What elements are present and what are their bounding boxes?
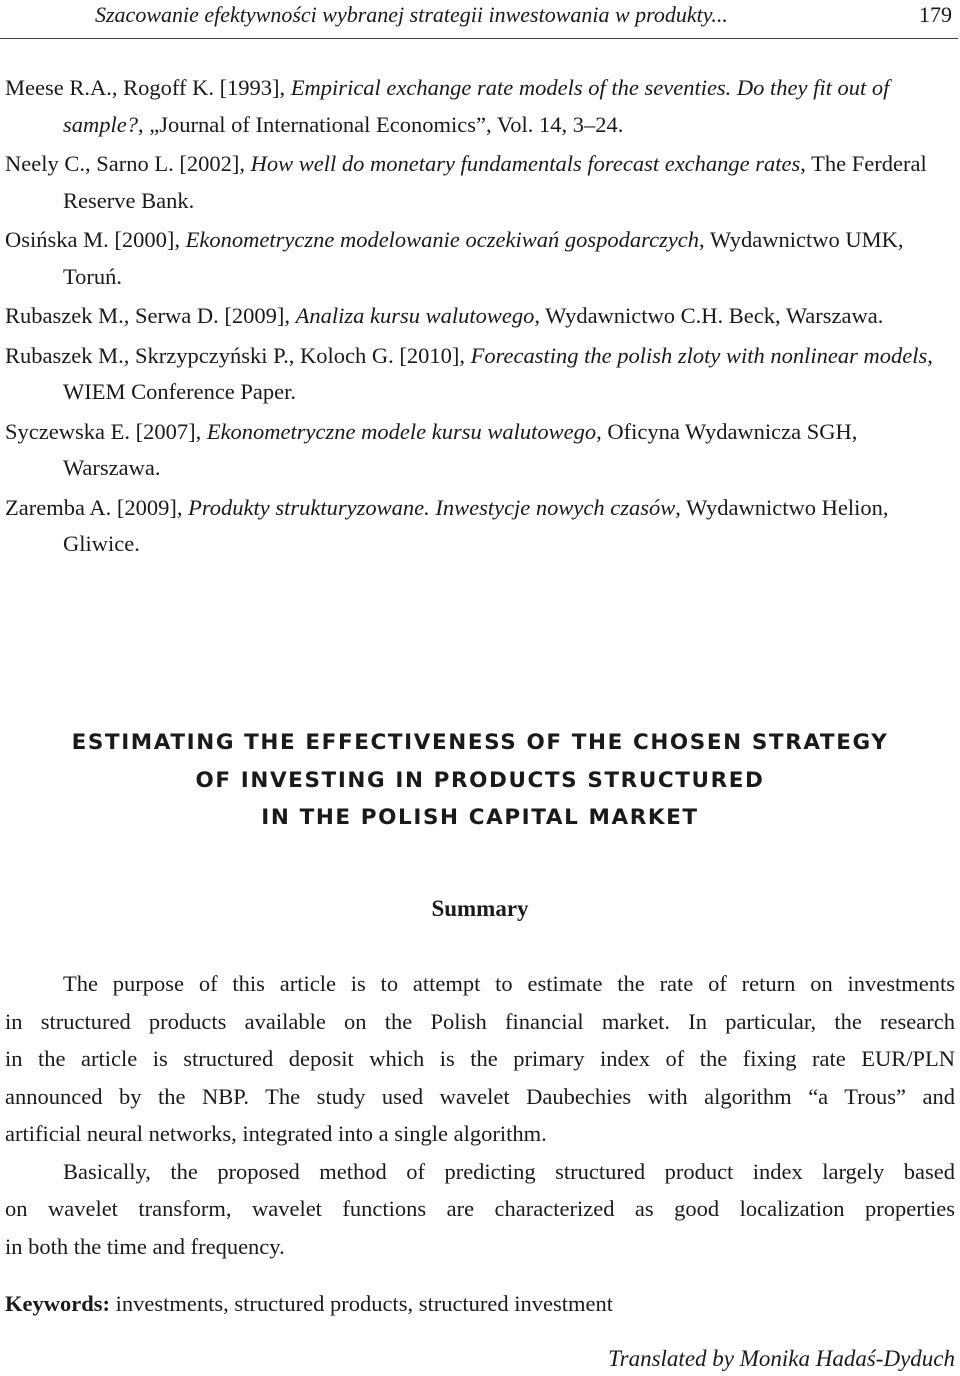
reference-authors: Osińska M. [2000], xyxy=(5,227,186,252)
reference-authors: Syczewska E. [2007], xyxy=(5,418,207,444)
reference-item xyxy=(5,338,957,411)
running-title: Szacowanie efektywności wybranej strategii inwestowania w produkty... xyxy=(95,2,728,27)
reference-list xyxy=(5,70,957,566)
article-title-line: IN THE POLISH CAPITAL MARKET xyxy=(261,805,699,830)
keywords xyxy=(5,1286,613,1322)
summary-line: in both the time and frequency. xyxy=(5,1233,285,1259)
reference-source: , Oficyna Wydawnicza SGH, Warszawa. xyxy=(63,418,858,480)
summary-line: on wavelet transform, wavelet functions are characterized as good localization properties xyxy=(5,1196,955,1221)
article-title-line: OF INVESTING IN PRODUCTS STRUCTURED xyxy=(195,767,765,793)
reference-title: Ekonometryczne modelowanie oczekiwań gospodarczych xyxy=(185,227,700,252)
reference-authors: Meese R.A., Rogoff K. [1993], xyxy=(5,75,291,100)
reference-title: Analiza kursu walutowego xyxy=(295,303,535,328)
page-number: 179 xyxy=(919,2,952,27)
reference-source: , WIEM Conference Paper. xyxy=(63,342,933,404)
reference-source: , Wydawnictwo Helion, Gliwice. xyxy=(63,494,889,556)
reference-item xyxy=(5,70,957,143)
reference-item xyxy=(5,146,957,219)
reference-authors: Rubaszek M., Skrzypczyński P., Koloch G. [2010], xyxy=(5,342,471,368)
reference-title: Empirical exchange rate models of the seventies. Do they fit out of sample? xyxy=(63,75,890,137)
reference-item xyxy=(5,414,957,487)
reference-authors: Neely C., Sarno L. [2002], xyxy=(5,151,251,176)
keywords-text: investments, structured products, structured investment xyxy=(110,1291,614,1316)
summary-line: artificial neural networks, integrated into a single algorithm. xyxy=(5,1121,547,1146)
summary-heading: Summary xyxy=(431,896,529,921)
summary-line: in the article is structured deposit which is the primary index of the fixing rate EUR/PLN xyxy=(5,1046,955,1071)
reference-source: , The Ferderal Reserve Bank. xyxy=(63,151,927,213)
article-title xyxy=(0,724,960,837)
reference-authors: Rubaszek M., Serwa D. [2009], xyxy=(5,303,296,328)
reference-title: Produkty strukturyzowane. Inwestycje nowych czasów xyxy=(188,494,676,520)
translator-credit: Translated by Monika Hadaś-Dyduch xyxy=(608,1346,955,1371)
reference-title: Ekonometryczne modele kursu walutowego xyxy=(206,418,597,444)
summary-line: in structured products available on the Polish financial market. In particular, the research xyxy=(5,1008,955,1034)
summary-line: The purpose of this article is to attempt to estimate the rate of return on investments xyxy=(63,971,955,996)
article-title-line: ESTIMATING THE EFFECTIVENESS OF THE CHOSEN STRATEGY xyxy=(71,730,889,755)
reference-source: , Wydawnictwo C.H. Beck, Warszawa. xyxy=(534,303,884,328)
reference-item xyxy=(5,490,957,563)
summary-body xyxy=(5,965,955,1265)
summary-line: Basically, the proposed method of predicting structured product index largely based xyxy=(63,1158,955,1184)
reference-authors: Zaremba A. [2009], xyxy=(5,494,189,520)
keywords-label: Keywords: xyxy=(5,1291,110,1316)
reference-source: , Wydawnictwo UMK, Toruń. xyxy=(63,227,904,289)
reference-title: Forecasting the polish zloty with nonlinear models xyxy=(470,342,928,368)
summary-line: announced by the NBP. The study used wavelet Daubechies with algorithm “a Trous” and xyxy=(5,1083,955,1109)
reference-source: , „Journal of International Economics”, Vol. 14, 3–24. xyxy=(138,111,624,137)
reference-item xyxy=(5,298,957,335)
reference-title: How well do monetary fundamentals forecast exchange rates xyxy=(250,151,801,176)
running-header xyxy=(0,0,958,39)
reference-item xyxy=(5,222,957,295)
